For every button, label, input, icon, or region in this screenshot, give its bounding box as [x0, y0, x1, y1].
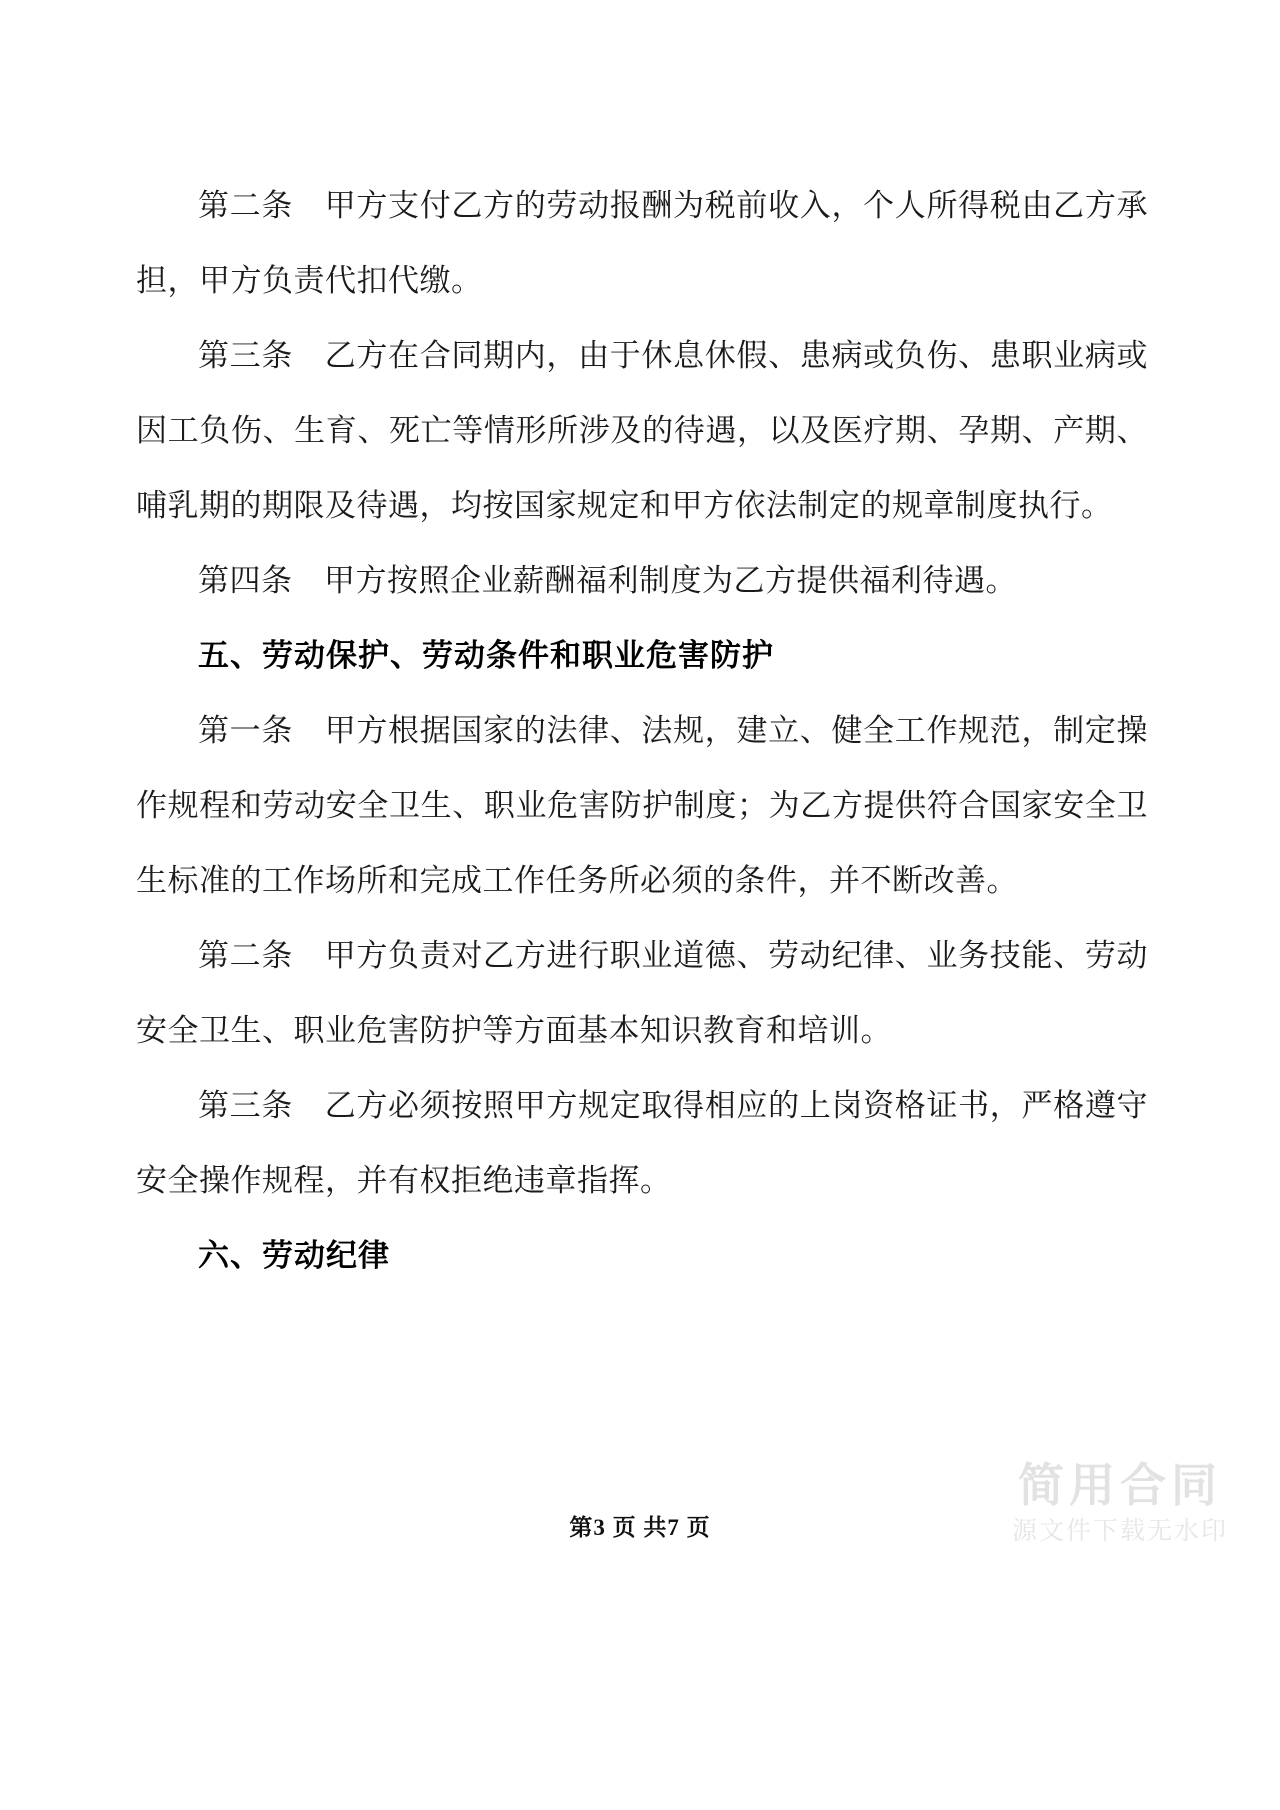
page-number-footer: 第3 页 共7 页	[569, 1515, 711, 1540]
watermark-subtitle-text: 源文件下载无水印	[1011, 1517, 1228, 1545]
watermark-brand-text: 简用合同	[1017, 1459, 1222, 1511]
paragraph-clause-4-welfare: 第四条 甲方按照企业薪酬福利制度为乙方提供福利待遇。	[198, 563, 1017, 598]
paragraph-section5-clause-3: 第三条 乙方必须按照甲方规定取得相应的上岗资格证书，严格遵守安全操作规程，并有权拒绝违章指挥。	[136, 1088, 1148, 1198]
heading-section-6: 六、劳动纪律	[198, 1238, 390, 1273]
document-body	[136, 168, 1148, 1293]
paragraph-clause-2-remuneration: 第二条 甲方支付乙方的劳动报酬为税前收入，个人所得税由乙方承担，甲方负责代扣代缴。	[136, 188, 1148, 298]
paragraph-section5-clause-2: 第二条 甲方负责对乙方进行职业道德、劳动纪律、业务技能、劳动安全卫生、职业危害防护等方面基本知识教育和培训。	[136, 938, 1148, 1048]
heading-section-5: 五、劳动保护、劳动条件和职业危害防护	[198, 638, 774, 673]
paragraph-clause-3-leave-treatment: 第三条 乙方在合同期内，由于休息休假、患病或负伤、患职业病或因工负伤、生育、死亡等情形所涉及的待遇，以及医疗期、孕期、产期、哺乳期的期限及待遇，均按国家规定和甲方依法制定的规章制度执行。	[136, 338, 1148, 523]
paragraph-section5-clause-1: 第一条 甲方根据国家的法律、法规，建立、健全工作规范，制定操作规程和劳动安全卫生、职业危害防护制度；为乙方提供符合国家安全卫生标准的工作场所和完成工作任务所必须的条件，并不断改善。	[136, 713, 1148, 898]
